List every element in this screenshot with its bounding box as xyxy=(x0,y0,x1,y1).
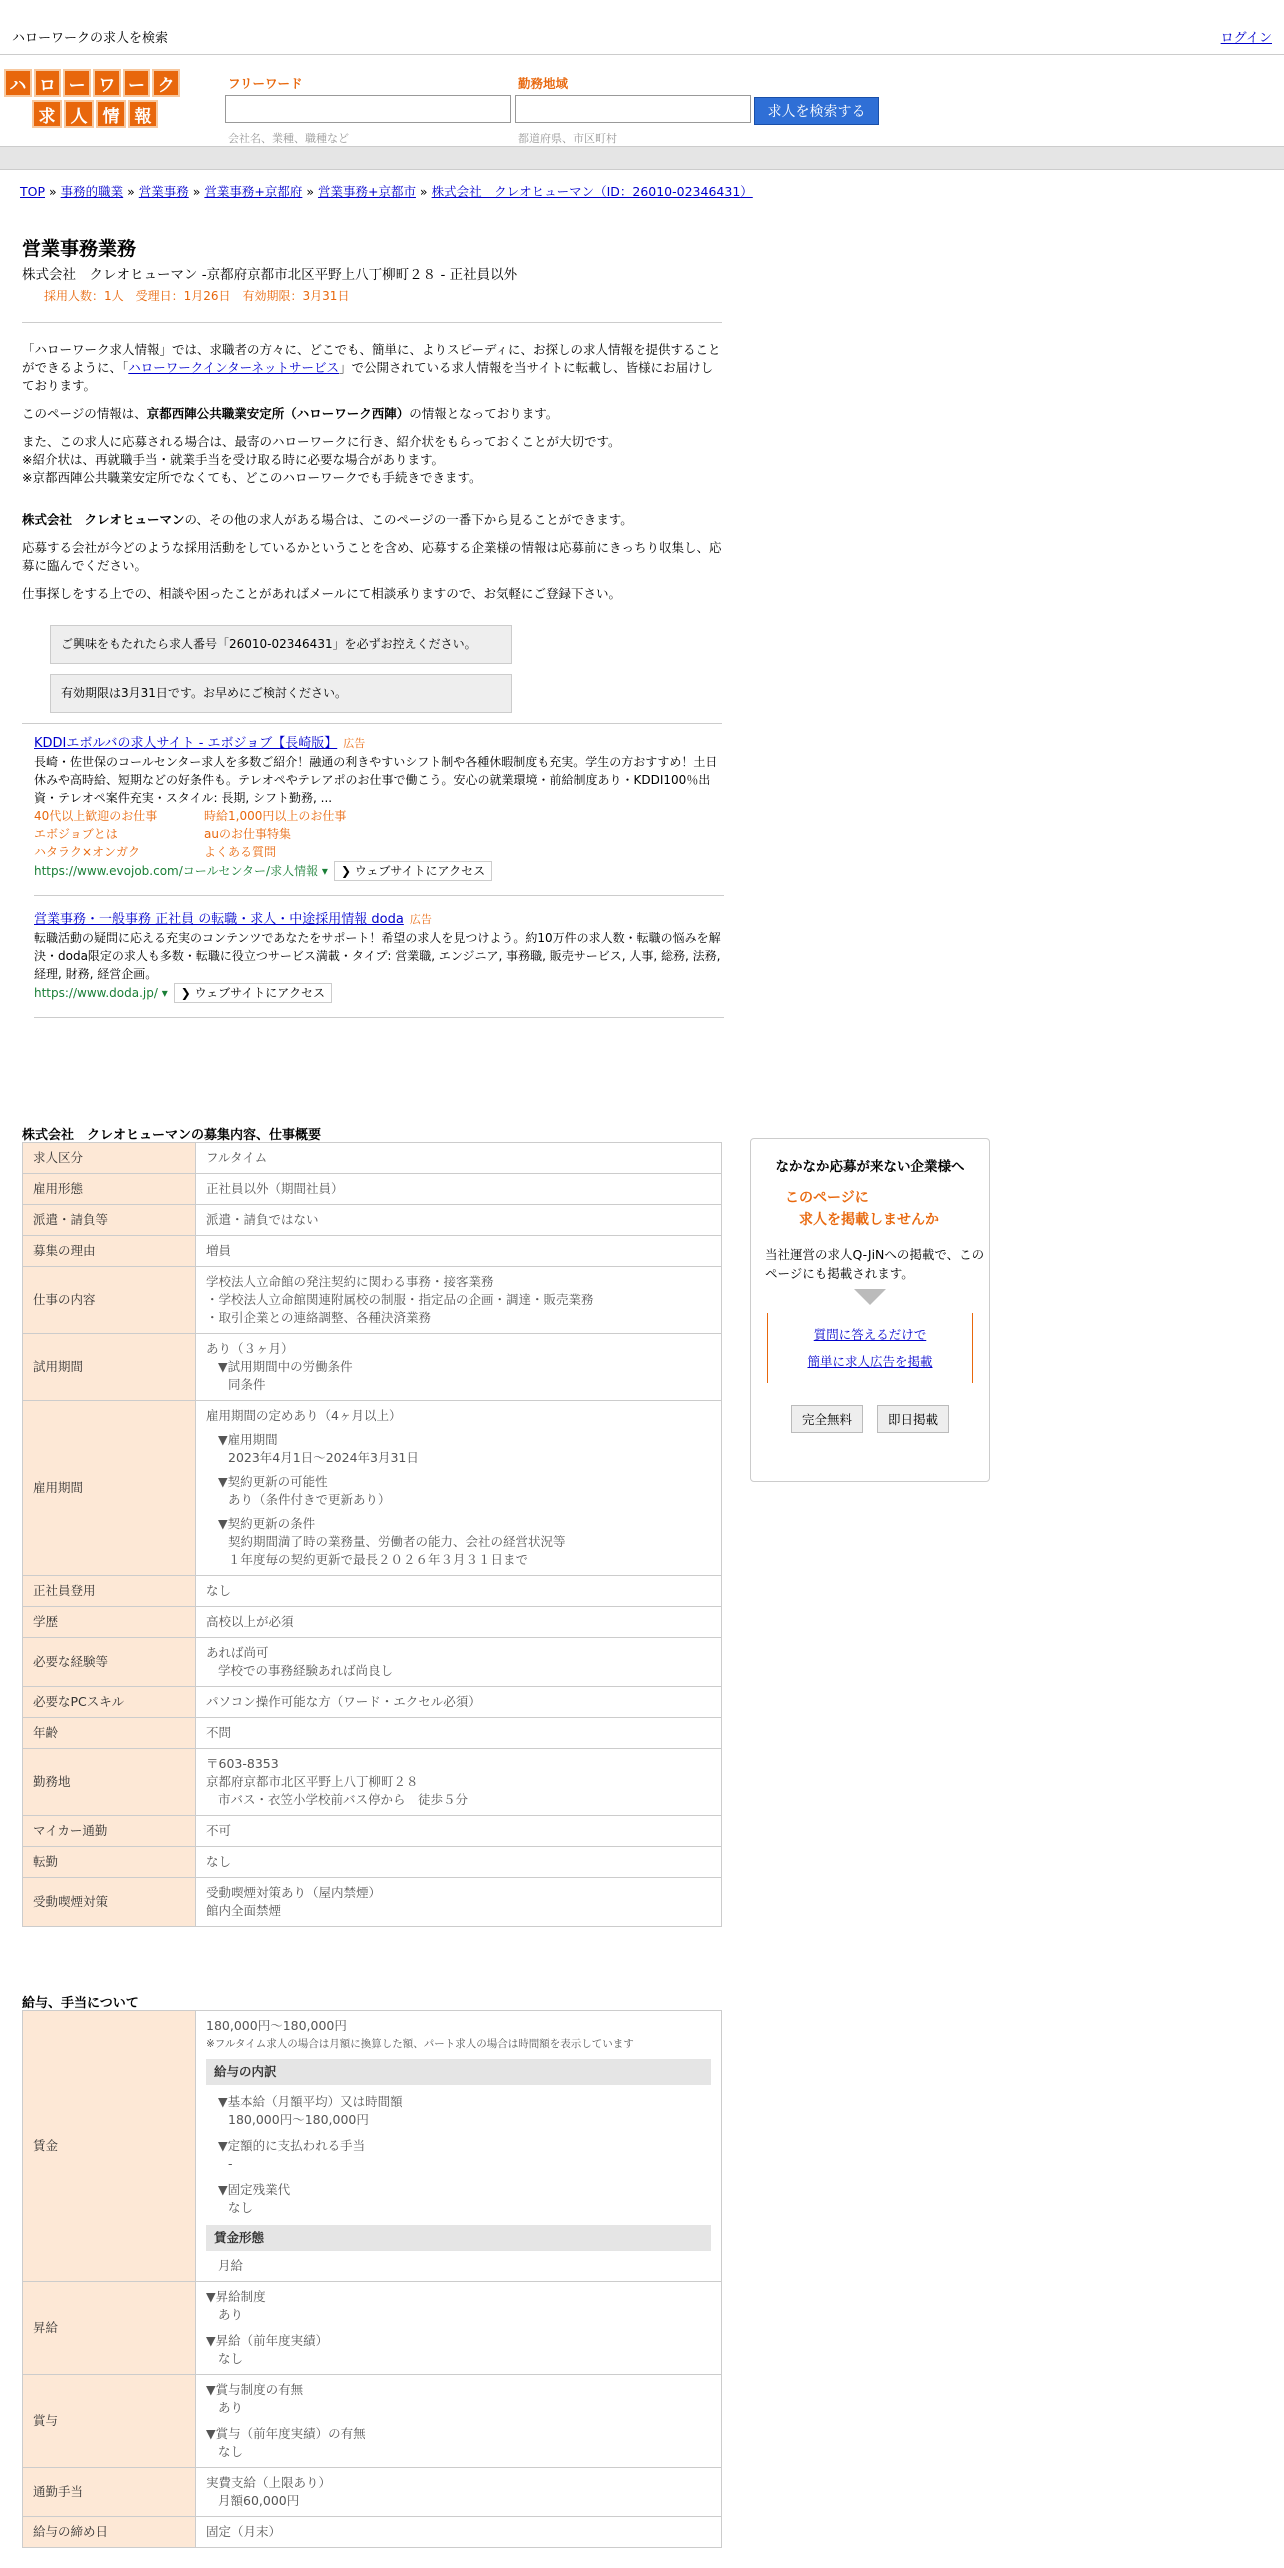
value-subline: 180,000円〜180,000円 xyxy=(228,2112,369,2127)
value-line: あり（３ヶ月） xyxy=(206,1341,294,1356)
intro-paragraph-4: ※紹介状は、再就職手当・就業手当を受け取る時に必要な場合があります。 xyxy=(22,452,444,467)
ad-divider xyxy=(34,895,724,896)
value-subline: １年度毎の契約更新で最長２０２６年３月３１日まで xyxy=(228,1552,529,1567)
wage-amount: 180,000円〜180,000円 xyxy=(206,2018,347,2033)
wage-note: ※フルタイム求人の場合は月額に換算した額、パート求人の場合は時間額を表示しています xyxy=(206,2038,634,2050)
row-value xyxy=(196,2468,722,2517)
logo-char: ー xyxy=(123,69,151,97)
row-label: 年齢 xyxy=(23,1718,196,1749)
logo-char: ー xyxy=(63,69,91,97)
intro-paragraph-5: ※京都西陣公共職業安定所でなくても、どこのハローワークでも手続きできます。 xyxy=(22,470,482,485)
job-subtitle: 株式会社 クレオヒューマン -京都府京都市北区平野上八丁柳町２８ - 正社員以外 xyxy=(22,267,518,283)
breadcrumb-link[interactable]: 営業事務+京都市 xyxy=(317,184,416,199)
row-label: 募集の理由 xyxy=(23,1236,196,1267)
breadcrumb-separator: » xyxy=(415,184,432,199)
ad-sitelink[interactable]: auのお仕事特集 xyxy=(204,827,291,841)
row-label: 受動喫煙対策 xyxy=(23,1878,196,1927)
side-catch-2: 求人を掲載しませんか xyxy=(799,1212,939,1228)
row-label: 求人区分 xyxy=(23,1143,196,1174)
side-link-box xyxy=(767,1313,973,1383)
value-line: 増員 xyxy=(206,1243,232,1258)
table-row xyxy=(23,1143,722,1174)
value-subhead: ▼昇給制度 xyxy=(206,2289,266,2304)
value-subline: なし xyxy=(228,2200,254,2215)
value-line: なし xyxy=(206,1583,232,1598)
row-value xyxy=(196,2375,722,2468)
salary-table xyxy=(22,2010,722,2548)
value-line: 高校以上が必須 xyxy=(206,1614,294,1629)
row-value xyxy=(196,1816,722,1847)
row-value xyxy=(196,1401,722,1576)
row-label: 正社員登用 xyxy=(23,1576,196,1607)
hellowork-logo[interactable] xyxy=(4,69,180,125)
value-line: 不可 xyxy=(206,1823,232,1838)
value-subhead: ▼昇給（前年度実績） xyxy=(206,2333,329,2348)
breadcrumb-separator: » xyxy=(302,184,318,199)
value-subline: あり（条件付きで更新あり） xyxy=(228,1492,391,1507)
table-row xyxy=(23,1334,722,1401)
table-row xyxy=(23,1718,722,1749)
area-label: 勤務地域 xyxy=(518,76,569,91)
value-line: 受動喫煙対策あり（屋内禁煙） xyxy=(206,1885,382,1900)
intro-paragraph-8: 仕事探しをする上での、相談や困ったことがあればメールにて相談承りますので、お気軽にご登録下さい。 xyxy=(22,586,622,601)
ad-url-row xyxy=(34,861,724,881)
row-value xyxy=(196,1847,722,1878)
intro-paragraph-3: また、この求人に応募される場合は、最寄のハローワークに行き、紹介状をもらっておくことが大切です。 xyxy=(22,434,621,449)
table-row xyxy=(23,1687,722,1718)
top-bar xyxy=(0,0,1284,55)
row-label: 仕事の内容 xyxy=(23,1267,196,1334)
value-subhead: ▼雇用期間 xyxy=(218,1432,278,1447)
row-value xyxy=(196,1334,722,1401)
value-subhead: ▼契約更新の条件 xyxy=(218,1516,316,1531)
job-overview-table xyxy=(22,1142,722,1927)
logo-char: 求 xyxy=(32,100,62,128)
table-row xyxy=(23,1749,722,1816)
row-label: 必要な経験等 xyxy=(23,1638,196,1687)
row-label: 通勤手当 xyxy=(23,2468,196,2517)
value-group xyxy=(206,2093,711,2129)
value-line: 派遣・請負ではない xyxy=(206,1212,319,1227)
row-value xyxy=(196,1576,722,1607)
ad-block xyxy=(34,910,724,1003)
row-label: 派遣・請負等 xyxy=(23,1205,196,1236)
breadcrumb-link[interactable]: 事務的職業 xyxy=(60,184,124,199)
ad-tag: 広告 xyxy=(343,737,366,750)
value-subline: 2023年4月1日〜2024年3月31日 xyxy=(228,1450,419,1465)
wage-breakdown-head: 給与の内訳 xyxy=(206,2059,711,2085)
value-subhead: ▼固定残業代 xyxy=(218,2182,291,2197)
breadcrumb-link[interactable]: 営業事務 xyxy=(138,184,189,199)
breadcrumb-separator: » xyxy=(45,184,61,199)
value-line: 雇用期間の定めあり（4ヶ月以上） xyxy=(206,1408,402,1423)
row-label: マイカー通勤 xyxy=(23,1816,196,1847)
value-subline: ▼試用期間中の労働条件 xyxy=(218,1359,353,1374)
table-row xyxy=(23,2011,722,2282)
logo-char: 報 xyxy=(128,100,158,128)
logo-char: 人 xyxy=(64,100,94,128)
ad-tag: 広告 xyxy=(409,913,432,926)
row-label: 転勤 xyxy=(23,1847,196,1878)
value-line: フルタイム xyxy=(206,1150,268,1165)
value-line: ・取引企業との連絡調整、各種決済業務 xyxy=(206,1310,432,1325)
free-word-hint: 会社名、業種、職種など xyxy=(228,132,349,145)
ad-description: 長崎・佐世保のコールセンター求人を多数ご紹介！融通の利きやすいシフト制や各種休暇制度も充実。学生の方おすすめ！土日休みや高時給、短期などの好条件も。テレオペやテレアポのお仕事で働こう。安心の就業環境・前給制度あり・KDDI100％出資・テレオペ案件充実・スタイル: 長期, シフト勤務, ... xyxy=(34,755,718,805)
logo-char: ロ xyxy=(34,69,62,97)
ad-sitelink[interactable]: エボジョブとは xyxy=(34,827,118,841)
breadcrumb-separator: » xyxy=(188,184,205,199)
row-value xyxy=(196,1267,722,1334)
value-group xyxy=(206,2425,711,2461)
ad-url-row xyxy=(34,983,724,1003)
table-row xyxy=(23,1401,722,1576)
value-subline: 契約期間満了時の業務量、労働者の能力、会社の経営状況等 xyxy=(228,1534,566,1549)
value-group xyxy=(206,1515,711,1569)
breadcrumb-link[interactable]: 株式会社 クレオヒューマン（ID：26010-02346431） xyxy=(431,184,753,199)
ad-title-link[interactable]: 営業事務・一般事務 正社員 の転職・求人・中途採用情報 doda xyxy=(34,912,404,927)
value-line: 〒603-8353 xyxy=(206,1756,279,1771)
login-link[interactable]: ログイン xyxy=(1220,31,1272,46)
section-salary-title: 給与、手当について xyxy=(22,1996,139,2011)
value-line: なし xyxy=(206,1854,232,1869)
value-group xyxy=(206,2137,711,2173)
value-subline: 同条件 xyxy=(228,1377,266,1392)
row-label: 雇用期間 xyxy=(23,1401,196,1576)
job-meta: 採用人数：1人 受理日：1月26日 有効期限：3月31日 xyxy=(44,289,350,303)
intro-paragraph-6: 株式会社 クレオヒューマンの、その他の求人がある場合は、このページの一番下から見ることができます。 xyxy=(22,512,633,527)
notice-job-number: ご興味をもたれたら求人番号「26010-02346431」を必ずお控えください。 xyxy=(50,625,512,664)
ad-title-link[interactable]: KDDIエボルバの求人サイト - エボジョブ【長崎版】 xyxy=(34,736,338,751)
value-subline: 市バス・衣笠小学校前バス停から 徒歩５分 xyxy=(218,1792,469,1807)
row-value xyxy=(196,1143,722,1174)
value-group xyxy=(206,2332,711,2368)
value-group xyxy=(206,2288,711,2324)
table-row xyxy=(23,1847,722,1878)
row-value xyxy=(196,2517,722,2548)
ad-sitelink[interactable]: よくある質問 xyxy=(204,845,277,859)
value-subline: 月額60,000円 xyxy=(218,2493,300,2508)
value-group xyxy=(206,1473,711,1509)
row-value xyxy=(196,1607,722,1638)
row-value xyxy=(196,1687,722,1718)
value-subline: あり xyxy=(218,2400,244,2415)
ad-sitelink[interactable]: 時給1,000円以上のお仕事 xyxy=(204,809,347,823)
side-link-question[interactable]: 質問に答えるだけで xyxy=(813,1327,927,1342)
value-group xyxy=(206,2181,711,2217)
value-line: 固定（月末） xyxy=(206,2524,282,2539)
breadcrumb-separator: » xyxy=(123,184,139,199)
recruiter-ad-box xyxy=(750,1138,990,1482)
row-value xyxy=(196,1878,722,1927)
ad-sitelink[interactable]: ハタラク×オンガク xyxy=(34,845,141,859)
row-label: 学歴 xyxy=(23,1607,196,1638)
value-line: 正社員以外（期間社員） xyxy=(206,1181,344,1196)
value-group xyxy=(206,1431,711,1467)
notice-deadline: 有効期限は3月31日です。お早めにご検討ください。 xyxy=(50,674,512,713)
logo-char: ワ xyxy=(93,69,121,97)
table-row xyxy=(23,1174,722,1205)
table-row xyxy=(23,2468,722,2517)
value-subline: なし xyxy=(218,2444,244,2459)
ad-sitelink[interactable]: 40代以上歓迎のお仕事 xyxy=(34,809,158,823)
value-line: パソコン操作可能な方（ワード・エクセル必須） xyxy=(206,1694,481,1709)
side-title: なかなか応募が来ない企業様へ xyxy=(775,1159,965,1175)
wage-form-head: 賃金形態 xyxy=(206,2225,711,2251)
ad-block xyxy=(34,734,724,881)
same-day-button[interactable]: 即日掲載 xyxy=(877,1405,949,1433)
row-value xyxy=(196,1236,722,1267)
free-word-label: フリーワード xyxy=(228,76,303,91)
value-subline: 学校での事務経験あれば尚良し xyxy=(218,1663,394,1678)
section-job-overview-title: 株式会社 クレオヒューマンの募集内容、仕事概要 xyxy=(22,1128,322,1143)
value-group xyxy=(206,2381,711,2417)
table-row xyxy=(23,2375,722,2468)
logo-char: ハ xyxy=(4,69,32,97)
value-subhead: ▼定額的に支払われる手当 xyxy=(218,2138,366,2153)
intro-paragraph-7: 応募する会社が今どのような採用活動をしているかということを含め、応募する企業様の情報は応募前にきっちり収集し、応募に臨んでください。 xyxy=(22,540,722,573)
visit-site-button[interactable]: ❯ ウェブサイトにアクセス xyxy=(334,861,492,881)
value-line: ・学校法人立命館関連附属校の制服・指定品の企画・調達・販売業務 xyxy=(206,1292,594,1307)
area-input[interactable] xyxy=(515,95,751,123)
table-row xyxy=(23,1607,722,1638)
side-link-post-ad[interactable]: 簡単に求人広告を掲載 xyxy=(807,1354,933,1369)
breadcrumb xyxy=(20,182,753,200)
gray-bar xyxy=(0,146,1284,170)
value-subhead: ▼賞与制度の有無 xyxy=(206,2382,304,2397)
value-line: 館内全面禁煙 xyxy=(206,1903,282,1918)
ad-title-row xyxy=(34,734,724,753)
ad-url[interactable]: https://www.doda.jp/ ▾ xyxy=(34,986,168,1000)
row-label: 勤務地 xyxy=(23,1749,196,1816)
divider xyxy=(22,322,722,323)
table-row xyxy=(23,2517,722,2548)
value-subline: あり xyxy=(218,2307,244,2322)
visit-site-button[interactable]: ❯ ウェブサイトにアクセス xyxy=(174,983,332,1003)
value-subline: - xyxy=(228,2156,233,2171)
table-row xyxy=(23,1236,722,1267)
ad-title-row xyxy=(34,910,724,929)
job-title: 営業事務業務 xyxy=(22,238,137,260)
breadcrumb-link[interactable]: TOP xyxy=(20,184,46,199)
row-value xyxy=(196,2282,722,2375)
free-word-input[interactable] xyxy=(225,95,511,123)
value-line: 京都府京都市北区平野上八丁柳町２８ xyxy=(206,1774,419,1789)
table-row xyxy=(23,2282,722,2375)
area-hint: 都道府県、市区町村 xyxy=(518,132,617,145)
row-label: 賞与 xyxy=(23,2375,196,2468)
hellowork-internet-link[interactable]: ハローワークインターネットサービス xyxy=(128,360,340,375)
value-line: あれば尚可 xyxy=(206,1645,269,1660)
value-subhead: ▼賞与（前年度実績）の有無 xyxy=(206,2426,366,2441)
row-label: 賃金 xyxy=(23,2011,196,2282)
row-label: 必要なPCスキル xyxy=(23,1687,196,1718)
divider xyxy=(22,723,722,724)
table-row xyxy=(23,1205,722,1236)
logo-char: 情 xyxy=(96,100,126,128)
wage-form: 月給 xyxy=(218,2258,244,2273)
table-row xyxy=(23,1638,722,1687)
value-subhead: ▼契約更新の可能性 xyxy=(218,1474,328,1489)
row-value xyxy=(196,2011,722,2282)
value-line: 学校法人立命館の発注契約に関わる事務・接客業務 xyxy=(206,1274,494,1289)
value-line: 実費支給（上限あり） xyxy=(206,2475,332,2490)
main-content xyxy=(22,230,722,1032)
value-subhead: ▼基本給（月額平均）又は時間額 xyxy=(218,2094,403,2109)
arrow-down-icon xyxy=(854,1289,886,1305)
site-title: ハローワークの求人を検索 xyxy=(12,31,169,46)
ad-description: 転職活動の疑問に応える充実のコンテンツであなたをサポート！希望の求人を見つけよう。約10万件の求人数・転職の悩みを解決・doda限定の求人も多数・転職に役立つサービス満載・タイプ: 営業職, エンジニア, 事務職, 販売サービス, 人事, 総務, 法務, 経理, 財務, 経営企画。 xyxy=(34,931,721,981)
row-value xyxy=(196,1718,722,1749)
intro-paragraph-1: 「ハローワーク求人情報」では、求職者の方々に、どこでも、簡単に、よりスピーディに、お探しの求人情報を提供することができるように、「ハローワークインターネットサービス」で公開されている求人情報を当サイトに転載し、皆様にお届けしております。 xyxy=(22,342,721,393)
table-row xyxy=(23,1816,722,1847)
side-text: 当社運営の求人Q-JiNへの掲載で、このページにも掲載されます。 xyxy=(765,1247,985,1281)
value-subline: なし xyxy=(218,2351,244,2366)
row-label: 昇給 xyxy=(23,2282,196,2375)
intro-paragraph-2: このページの情報は、京都西陣公共職業安定所（ハローワーク西陣）の情報となっております。 xyxy=(22,406,559,421)
side-catch-1: このページに xyxy=(785,1190,869,1206)
table-row xyxy=(23,1576,722,1607)
table-row xyxy=(23,1878,722,1927)
ad-divider xyxy=(34,1017,724,1018)
logo-char: ク xyxy=(152,69,180,97)
row-label: 試用期間 xyxy=(23,1334,196,1401)
row-label: 雇用形態 xyxy=(23,1174,196,1205)
table-row xyxy=(23,1267,722,1334)
value-line: 不問 xyxy=(206,1725,232,1740)
row-value xyxy=(196,1205,722,1236)
free-button[interactable]: 完全無料 xyxy=(791,1405,863,1433)
row-value xyxy=(196,1749,722,1816)
ad-url[interactable]: https://www.evojob.com/コールセンター/求人情報 ▾ xyxy=(34,864,328,878)
row-label: 給与の締め日 xyxy=(23,2517,196,2548)
row-value xyxy=(196,1638,722,1687)
row-value xyxy=(196,1174,722,1205)
ad-sitelinks xyxy=(34,807,724,861)
search-button[interactable]: 求人を検索する xyxy=(754,97,879,125)
breadcrumb-link[interactable]: 営業事務+京都府 xyxy=(204,184,303,199)
